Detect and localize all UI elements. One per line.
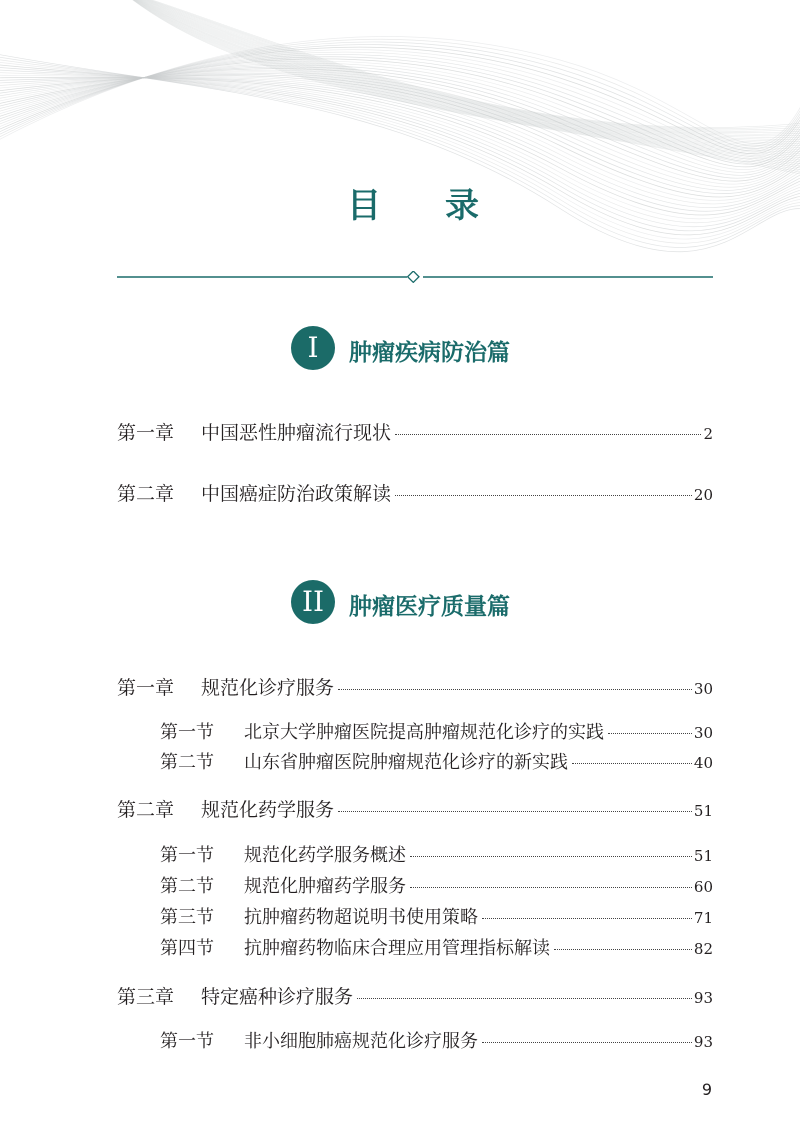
page-ref: 93 [693, 1033, 713, 1051]
toc-section-entry[interactable] [160, 934, 713, 960]
section-title: 北京大学肿瘤医院提高肿瘤规范化诊疗的实践 [244, 722, 604, 743]
section-number: 第三节 [160, 907, 214, 928]
section-number: 第四节 [160, 938, 214, 959]
section-title: 山东省肿瘤医院肿瘤规范化诊疗的新实践 [244, 752, 568, 773]
toc-section-entry[interactable] [160, 841, 713, 867]
section-title: 非小细胞肺癌规范化诊疗服务 [244, 1031, 478, 1052]
chapter-title: 中国恶性肿瘤流行现状 [201, 422, 392, 444]
title-divider [117, 271, 713, 283]
chapter-number: 第二章 [117, 483, 175, 505]
toc-title-char-1: 目 [347, 186, 383, 226]
page-ref: 82 [693, 940, 713, 958]
leader-dots [395, 434, 701, 435]
toc-chapter-entry[interactable] [117, 795, 713, 822]
page-ref: 30 [693, 680, 713, 698]
decorative-wave-lines [0, 0, 800, 280]
chapter-title: 规范化药学服务 [201, 799, 335, 821]
leader-dots [357, 998, 692, 999]
leader-dots [410, 887, 692, 888]
leader-dots [608, 733, 692, 734]
chapter-number: 第三章 [117, 986, 175, 1008]
page-ref: 20 [693, 486, 713, 504]
section-title: 规范化药学服务概述 [244, 845, 406, 866]
section-number: 第一节 [160, 722, 214, 743]
section-title: 规范化肿瘤药学服务 [244, 876, 406, 897]
toc-chapter-entry[interactable] [117, 418, 713, 445]
leader-dots [554, 949, 692, 950]
section-number: 第二节 [160, 876, 214, 897]
chapter-title: 中国癌症防治政策解读 [201, 483, 392, 505]
part-title: 肿瘤医疗质量篇 [349, 593, 510, 620]
toc-section-entry[interactable] [160, 748, 713, 774]
toc-chapter-entry[interactable] [117, 982, 713, 1009]
part-numeral-badge: II [291, 580, 335, 624]
part-title: 肿瘤疾病防治篇 [349, 339, 510, 366]
chapter-number: 第一章 [117, 422, 175, 444]
chapter-number: 第二章 [117, 799, 175, 821]
page-ref: 93 [693, 989, 713, 1007]
page-ref: 51 [693, 802, 713, 820]
leader-dots [482, 918, 692, 919]
leader-dots [395, 495, 692, 496]
toc-section-entry[interactable] [160, 903, 713, 929]
toc-title-char-2: 录 [445, 186, 481, 226]
page-ref: 51 [693, 847, 713, 865]
page-number: 9 [701, 1080, 712, 1099]
section-title: 抗肿瘤药物临床合理应用管理指标解读 [244, 938, 550, 959]
page-ref: 40 [693, 754, 713, 772]
part-numeral-badge: I [291, 326, 335, 370]
chapter-number: 第一章 [117, 677, 175, 699]
leader-dots [338, 689, 692, 690]
toc-chapter-entry[interactable] [117, 479, 713, 506]
page-ref: 2 [703, 425, 713, 443]
section-number: 第一节 [160, 1031, 214, 1052]
section-title: 抗肿瘤药物超说明书使用策略 [244, 907, 478, 928]
page-ref: 71 [693, 909, 713, 927]
toc-chapter-entry[interactable] [117, 673, 713, 700]
leader-dots [410, 856, 692, 857]
page-ref: 30 [693, 724, 713, 742]
leader-dots [482, 1042, 692, 1043]
section-number: 第一节 [160, 845, 214, 866]
chapter-title: 特定癌种诊疗服务 [201, 986, 354, 1008]
section-number: 第二节 [160, 752, 214, 773]
toc-section-entry[interactable] [160, 718, 713, 744]
chapter-title: 规范化诊疗服务 [201, 677, 335, 699]
leader-dots [572, 763, 692, 764]
leader-dots [338, 811, 692, 812]
toc-section-entry[interactable] [160, 872, 713, 898]
toc-section-entry[interactable] [160, 1027, 713, 1053]
page-ref: 60 [693, 878, 713, 896]
